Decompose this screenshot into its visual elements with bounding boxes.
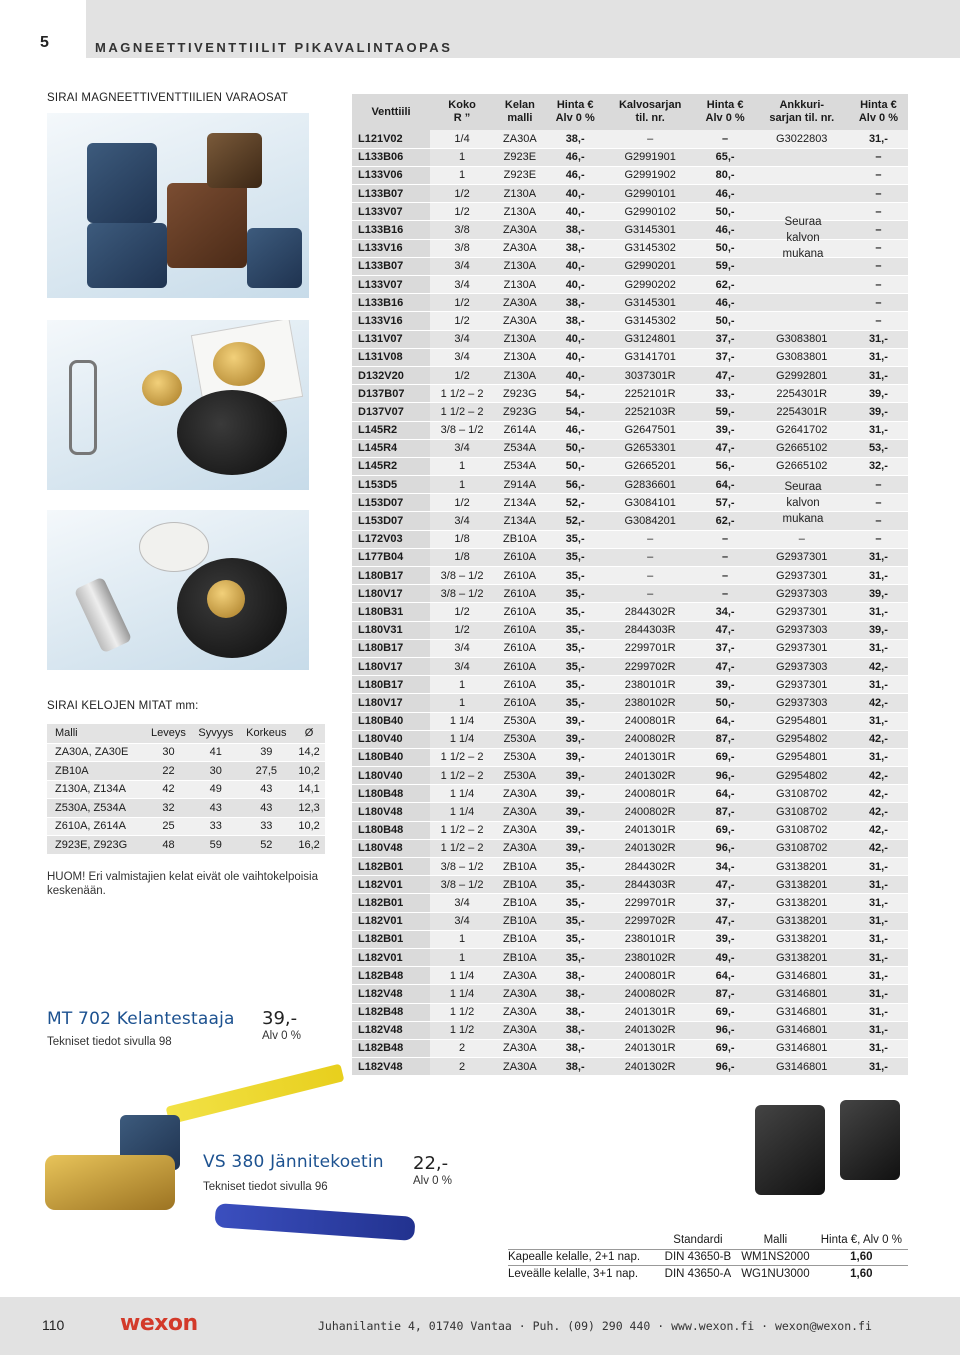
vs380-vat: Alv 0 % (413, 1175, 452, 1187)
tester-photo (40, 1075, 335, 1215)
table-row: L180V17 1 Z610A 35,- 2380102R 50,- G2937303 42,- (352, 694, 908, 712)
mt702-subtitle: Tekniset tiedot sivulla 98 (47, 1036, 172, 1048)
dims-header-model: Malli (47, 724, 145, 743)
table-row: L182B01 1 ZB10A 35,- 2380101R 39,- G3138201 31,- (352, 930, 908, 948)
connector-photo (745, 1095, 905, 1220)
table-row: L182V48 1 1/4 ZA30A 38,- 2400802R 87,- G3146801 31,- (352, 985, 908, 1003)
chapter-title: MAGNEETTIVENTTIILIT PIKAVALINTAOPAS (95, 40, 453, 55)
chapter-number-box (0, 0, 86, 58)
dims-row: Z610A, Z614A 25 33 33 10,2 (47, 817, 325, 836)
table-row: L133V16 1/2 ZA30A 38,- G3145302 50,- – (352, 312, 908, 330)
table-row: L145R2 3/8 – 1/2 Z614A 46,- G2647501 39,- G2641702 31,- (352, 421, 908, 439)
main-header-cell: Ankkuri- sarjan til. nr. (755, 94, 849, 130)
table-row: L133V06 1 Z923E 46,- G2991902 80,- – (352, 166, 908, 184)
table-row: L153D07 1/2 Z134A 52,- G3084101 57,- – (352, 494, 908, 512)
connectors-table (508, 1231, 908, 1282)
table-row: L133B16 3/8 ZA30A 38,- G3145301 46,- – (352, 221, 908, 239)
main-header-cell: Hinta € Alv 0 % (546, 94, 605, 130)
table-row: L180B48 1 1/2 – 2 ZA30A 39,- 2401301R 69,- G3108702 42,- (352, 821, 908, 839)
dims-header-depth: Syvyys (192, 724, 239, 743)
table-row: L182B01 3/4 ZB10A 35,- 2299701R 37,- G3138201 31,- (352, 894, 908, 912)
table-row: L182B48 1 1/4 ZA30A 38,- 2400801R 64,- G3146801 31,- (352, 967, 908, 985)
mt702-price: 39,- (262, 1008, 298, 1029)
dims-header-width: Leveys (145, 724, 192, 743)
conn-header-price: Hinta €, Alv 0 % (820, 1233, 902, 1246)
table-row: L133V07 1/2 Z130A 40,- G2990102 50,- – (352, 203, 908, 221)
wexon-logo: wexon (120, 1311, 198, 1336)
table-row: L133B06 1 Z923E 46,- G2991901 65,- – (352, 148, 908, 166)
dims-row: ZB10A 22 30 27,5 10,2 (47, 762, 325, 781)
compat-note: HUOM! Eri valmistajien kelat eivät ole vaihtokelpoisia keskenään. (47, 871, 318, 897)
table-row: L180V17 3/8 – 1/2 Z610A 35,- – – G2937303 39,- (352, 585, 908, 603)
table-row: L180B17 3/4 Z610A 35,- 2299701R 37,- G2937301 31,- (352, 639, 908, 657)
table-row: L145R2 1 Z534A 50,- G2665201 56,- G2665102 32,- (352, 457, 908, 475)
spare-parts-photo (47, 320, 309, 490)
main-header-cell: Kelan malli (494, 94, 546, 130)
main-header-cell: Koko R ” (430, 94, 494, 130)
main-header-cell: Venttiili (352, 94, 430, 130)
dims-row: Z923E, Z923G 48 59 52 16,2 (47, 836, 325, 855)
table-row: L182V01 1 ZB10A 35,- 2380102R 49,- G3138201 31,- (352, 948, 908, 966)
main-header-cell: Hinta € Alv 0 % (696, 94, 755, 130)
table-row: L182V01 3/4 ZB10A 35,- 2299702R 47,- G3138201 31,- (352, 912, 908, 930)
table-row: D132V20 1/2 Z130A 40,- 3037301R 47,- G2992801 31,- (352, 366, 908, 384)
footer (0, 1297, 960, 1355)
table-row: L180B40 1 1/2 – 2 Z530A 39,- 2401301R 69,- G2954801 31,- (352, 748, 908, 766)
table-row: L182V01 3/8 – 1/2 ZB10A 35,- 2844303R 47,- G3138201 31,- (352, 876, 908, 894)
dims-header-height: Korkeus (239, 724, 293, 743)
coils-photo (47, 113, 309, 298)
table-row: L133B07 3/4 Z130A 40,- G2990201 59,- – (352, 257, 908, 275)
table-row: L172V03 1/8 ZB10A 35,- – – – – (352, 530, 908, 548)
table-row: L182B01 3/8 – 1/2 ZB10A 35,- 2844302R 34,- G3138201 31,- (352, 858, 908, 876)
table-row: L133B16 1/2 ZA30A 38,- G3145301 46,- – (352, 294, 908, 312)
table-row: L133B07 1/2 Z130A 40,- G2990101 46,- – (352, 185, 908, 203)
table-row: L182V48 2 ZA30A 38,- 2401302R 96,- G3146801 31,- (352, 1058, 908, 1076)
table-row: L180V48 1 1/2 – 2 ZA30A 39,- 2401302R 96,- G3108702 42,- (352, 839, 908, 857)
table-row: L131V07 3/4 Z130A 40,- G3124801 37,- G3083801 31,- (352, 330, 908, 348)
table-row: L182B48 1 1/2 ZA30A 38,- 2401301R 69,- G3146801 31,- (352, 1003, 908, 1021)
table-row: L133V07 3/4 Z130A 40,- G2990202 62,- – (352, 276, 908, 294)
main-header-cell: Kalvosarjan til. nr. (605, 94, 696, 130)
table-row: D137B07 1 1/2 – 2 Z923G 54,- 2252101R 33,- 2254301R 39,- (352, 385, 908, 403)
table-row: L133V16 3/8 ZA30A 38,- G3145302 50,- – (352, 239, 908, 257)
table-row: L182V48 1 1/2 ZA30A 38,- 2401302R 96,- G3146801 31,- (352, 1021, 908, 1039)
table-row: L180B48 1 1/4 ZA30A 39,- 2400801R 64,- G3108702 42,- (352, 785, 908, 803)
table-row: L145R4 3/4 Z534A 50,- G2653301 47,- G2665102 53,- (352, 439, 908, 457)
table-row: L180V17 3/4 Z610A 35,- 2299702R 47,- G2937303 42,- (352, 657, 908, 675)
dims-row: Z130A, Z134A 42 49 43 14,1 (47, 780, 325, 799)
vs380-price: 22,- (413, 1153, 449, 1174)
page-number: 110 (42, 1317, 65, 1333)
table-row: L180B17 3/8 – 1/2 Z610A 35,- – – G2937301 31,- (352, 567, 908, 585)
table-row: L131V08 3/4 Z130A 40,- G3141701 37,- G3083801 31,- (352, 348, 908, 366)
seuraa-note-1: Seuraa kalvon mukana (782, 216, 824, 260)
table-row: L180V40 1 1/4 Z530A 39,- 2400802R 87,- G2954802 42,- (352, 730, 908, 748)
table-row: L180V40 1 1/2 – 2 Z530A 39,- 2401302R 96,- G2954802 42,- (352, 767, 908, 785)
conn-row: Kapealle kelalle, 2+1 nap. DIN 43650-B WM1NS2000 1,60 (508, 1249, 908, 1266)
table-row: L153D07 3/4 Z134A 52,- G3084201 62,- – (352, 512, 908, 530)
main-header-cell: Hinta € Alv 0 % (849, 94, 908, 130)
conn-header-desc (508, 1231, 660, 1249)
table-row: L153D5 1 Z914A 56,- G2836601 64,- – (352, 476, 908, 494)
conn-row: Leveälle kelalle, 3+1 nap. DIN 43650-A WG1NU3000 1,60 (508, 1266, 908, 1283)
coil-dims-title: SIRAI KELOJEN MITAT mm: (47, 700, 199, 712)
table-row: L180V48 1 1/4 ZA30A 39,- 2400802R 87,- G3108702 42,- (352, 803, 908, 821)
table-row: L121V02 1/4 ZA30A 38,- – – G3022803 31,- (352, 130, 908, 148)
table-row: D137V07 1 1/2 – 2 Z923G 54,- 2252103R 59,- 2254301R 39,- (352, 403, 908, 421)
dims-header-diameter: Ø (293, 724, 325, 743)
vs380-title: VS 380 Jännitekoetin (203, 1152, 384, 1172)
dims-row: ZA30A, ZA30E 30 41 39 14,2 (47, 743, 325, 762)
conn-header-model: Malli (763, 1233, 788, 1246)
table-row: L180B31 1/2 Z610A 35,- 2844302R 34,- G2937301 31,- (352, 603, 908, 621)
conn-header-standard: Standardi (673, 1233, 723, 1246)
seuraa-note-2: Seuraa kalvon mukana (782, 481, 824, 525)
table-row: L180V31 1/2 Z610A 35,- 2844303R 47,- G2937303 39,- (352, 621, 908, 639)
table-row: L180B40 1 1/4 Z530A 39,- 2400801R 64,- G2954801 31,- (352, 712, 908, 730)
mt702-title: MT 702 Kelantestaaja (47, 1009, 235, 1029)
spare-parts-title: SIRAI MAGNEETTIVENTTIILIEN VARAOSAT (47, 92, 289, 104)
chapter-number: 5 (40, 34, 49, 51)
diaphragm-photo (47, 510, 309, 670)
mt702-vat: Alv 0 % (262, 1030, 301, 1042)
table-row: L177B04 1/8 Z610A 35,- – – G2937301 31,- (352, 548, 908, 566)
coil-dims-table (47, 724, 325, 854)
footer-address: Juhanilantie 4, 01740 Vantaa · Puh. (09) 290 440 · www.wexon.fi · wexon@wexon.fi (318, 1319, 872, 1333)
vs380-subtitle: Tekniset tiedot sivulla 96 (203, 1181, 328, 1193)
table-row: L182B48 2 ZA30A 38,- 2401301R 69,- G3146801 31,- (352, 1039, 908, 1057)
table-row: L180B17 1 Z610A 35,- 2380101R 39,- G2937301 31,- (352, 676, 908, 694)
dims-row: Z530A, Z534A 32 43 43 12,3 (47, 799, 325, 818)
